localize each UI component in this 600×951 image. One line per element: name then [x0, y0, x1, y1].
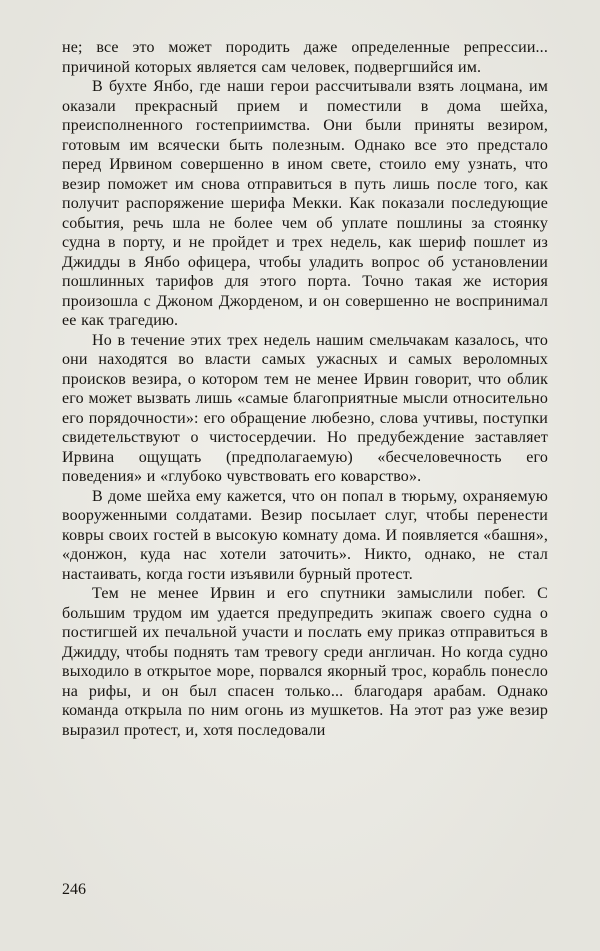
page-number: 246 [62, 881, 86, 898]
paragraph-continuation: не; все это может породить даже определенные репрессии... причиной которых является сам человек, подвергшийся им. [62, 39, 548, 76]
paragraph: Тем не менее Ирвин и его спутники замыслили побег. С большим трудом им удается предупредить экипаж своего судна о постигшей их печальной участи и послать ему приказ отправиться в Джидду, чтобы поднять там тревогу среди англичан. Но когда судно выходило в открытое море, порвался якорный трос, корабль понесло на рифы, и он был спасен только... благодаря арабам. Однако команда открыла по ним огонь из мушкетов. На этот раз уже везир выразил протест, и, хотя последовали [62, 585, 548, 739]
paragraph: В доме шейха ему кажется, что он попал в тюрьму, охраняемую вооруженными солдатами. Везир посылает слуг, чтобы перенести ковры своих гостей в высокую комнату дома. И появляется «башня», «донжон, куда нас хотели заточить». Никто, однако, не стал настаивать, когда гости изъявили бурный протест. [62, 487, 548, 583]
page-text [62, 38, 548, 740]
paragraph: Но в течение этих трех недель нашим смельчакам казалось, что они находятся во власти самых ужасных и самых вероломных происков везира, о котором тем не менее Ирвин говорит, что облик его может вызвать лишь «самые благоприятные мысли относительно его порядочности»: его обращение любезно, слова учтивы, поступки свидетельствуют о чистосердечии. Но предубеждение заставляет Ирвина ощущать (предполагаемую) «бесчеловечность его поведения» и «глубоко чувствовать его коварство». [62, 331, 548, 485]
paragraph: В бухте Янбо, где наши герои рассчитывали взять лоцмана, им оказали прекрасный прием и поместили в дома шейха, преисполненного гостеприимства. Они были приняты везиром, готовым им всячески быть полезным. Однако все это предстало перед Ирвином совершенно в ином свете, стоило ему узнать, что везир поможет им снова отправиться в путь лишь после того, как получит распоряжение шерифа Мекки. Как показали последующие события, речь шла не более чем об уплате пошлины за стоянку судна в порту, и не пройдет и трех недель, как шериф пошлет из Джидды в Янбо офицера, чтобы уладить вопрос об установлении пошлинных тарифов для этого порта. Точно такая же история произошла с Джоном Джорденом, и он совершенно не воспринимал ее как трагедию. [62, 78, 548, 329]
